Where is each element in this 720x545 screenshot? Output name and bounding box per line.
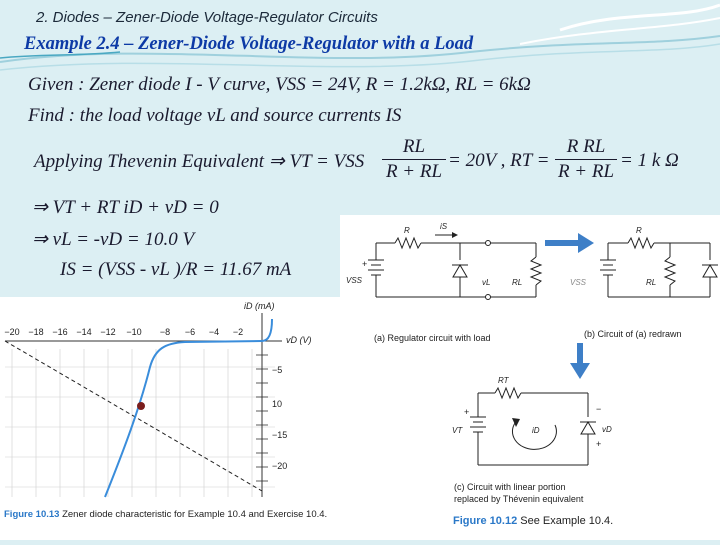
caption-a: (a) Regulator circuit with load bbox=[374, 333, 491, 343]
caption-c-line1: (c) Circuit with linear portion bbox=[454, 482, 566, 492]
thevenin-end: = 1 k Ω bbox=[620, 150, 679, 171]
graph-caption bbox=[4, 509, 327, 520]
caption-text: See Example 10.4. bbox=[520, 515, 614, 527]
kvl-step: ⇒ VT + RT iD + vD = 0 bbox=[32, 197, 219, 218]
x-tick-label: −18 bbox=[28, 327, 44, 337]
x-axis-label: vD (V) bbox=[286, 335, 312, 345]
fraction-denominator: R + RL bbox=[385, 161, 443, 182]
y-tick-label: −20 bbox=[272, 461, 288, 471]
section-title: 2. Diodes – Zener-Diode Voltage-Regulator Circuits bbox=[36, 9, 378, 26]
load-resistor-label: RL bbox=[512, 278, 523, 287]
diode-voltage-label: vD bbox=[602, 425, 612, 434]
given-line: Given : Zener diode I - V curve, VSS = 24V, R = 1.2kΩ, RL = 6kΩ bbox=[28, 74, 531, 95]
plus-sign: + bbox=[596, 439, 602, 449]
fraction-numerator: R RL bbox=[555, 136, 617, 160]
plus-sign: + bbox=[464, 407, 470, 417]
x-tick-label: −2 bbox=[232, 327, 244, 337]
caption-b: (b) Circuit of (a) redrawn bbox=[584, 329, 682, 339]
diode-current-label: iD bbox=[532, 426, 540, 435]
fraction-numerator: RL bbox=[382, 136, 446, 160]
thevenin-voltage-label: VT bbox=[452, 426, 463, 435]
fraction-denominator: R + RL bbox=[557, 161, 615, 182]
resistor-label: R bbox=[404, 226, 410, 235]
thevenin-fraction-2 bbox=[555, 136, 617, 183]
zener-characteristic-figure bbox=[0, 297, 340, 540]
operating-point bbox=[137, 402, 145, 410]
minus-sign: − bbox=[596, 404, 602, 414]
y-tick-label: 10 bbox=[272, 399, 283, 409]
caption-text: Zener diode characteristic for Example 10.4 and Exercise 10.4. bbox=[62, 509, 328, 520]
plus-sign: + bbox=[362, 259, 368, 269]
arrow-right-icon bbox=[545, 233, 594, 253]
supply-voltage-label: VSS bbox=[346, 276, 363, 285]
example-title: Example 2.4 – Zener-Diode Voltage-Regulator with a Load bbox=[24, 34, 474, 54]
zener-iv-plot bbox=[0, 297, 340, 540]
source-current-label: iS bbox=[440, 222, 448, 231]
thevenin-resistor-label: RT bbox=[498, 376, 509, 385]
arrow-down-icon bbox=[570, 343, 590, 379]
circuit-diagrams-figure bbox=[340, 215, 720, 540]
x-tick-label: −8 bbox=[159, 327, 171, 337]
thevenin-fraction-1 bbox=[382, 136, 446, 183]
load-line bbox=[5, 341, 262, 491]
figure-number: Figure 10.12 bbox=[453, 515, 518, 527]
figure-number: Figure 10.13 bbox=[4, 509, 60, 520]
x-tick-label: −14 bbox=[76, 327, 92, 337]
resistor-label: R bbox=[636, 226, 642, 235]
circuit-caption bbox=[453, 515, 613, 527]
circuit-b bbox=[600, 238, 718, 297]
source-current-step: IS = (VSS - vL )/R = 11.67 mA bbox=[60, 259, 292, 280]
y-tick-label: −15 bbox=[272, 430, 288, 440]
thevenin-prefix: Applying Thevenin Equivalent ⇒ VT = VSS bbox=[34, 151, 365, 172]
y-tick-label: −5 bbox=[272, 365, 283, 375]
x-tick-label: −16 bbox=[52, 327, 68, 337]
load-voltage-label: vL bbox=[482, 278, 491, 287]
load-voltage-step: ⇒ vL = -vD = 10.0 V bbox=[32, 229, 195, 250]
caption-c-line2: replaced by Thévenin equivalent bbox=[454, 494, 584, 504]
circuit-a bbox=[368, 238, 541, 300]
find-line: Find : the load voltage vL and source currents IS bbox=[28, 105, 402, 126]
y-axis-label: iD (mA) bbox=[244, 301, 275, 311]
thevenin-middle: = 20V , RT = bbox=[448, 150, 550, 171]
x-tick-label: −6 bbox=[184, 327, 196, 337]
x-tick-label: −4 bbox=[208, 327, 220, 337]
x-tick-label: −10 bbox=[126, 327, 142, 337]
zener-curve bbox=[105, 319, 272, 497]
load-resistor-label: RL bbox=[646, 278, 657, 287]
circuit-diagrams bbox=[340, 215, 720, 540]
x-tick-label: −12 bbox=[100, 327, 116, 337]
supply-voltage-label: VSS bbox=[570, 278, 587, 287]
x-tick-label: −20 bbox=[4, 327, 20, 337]
